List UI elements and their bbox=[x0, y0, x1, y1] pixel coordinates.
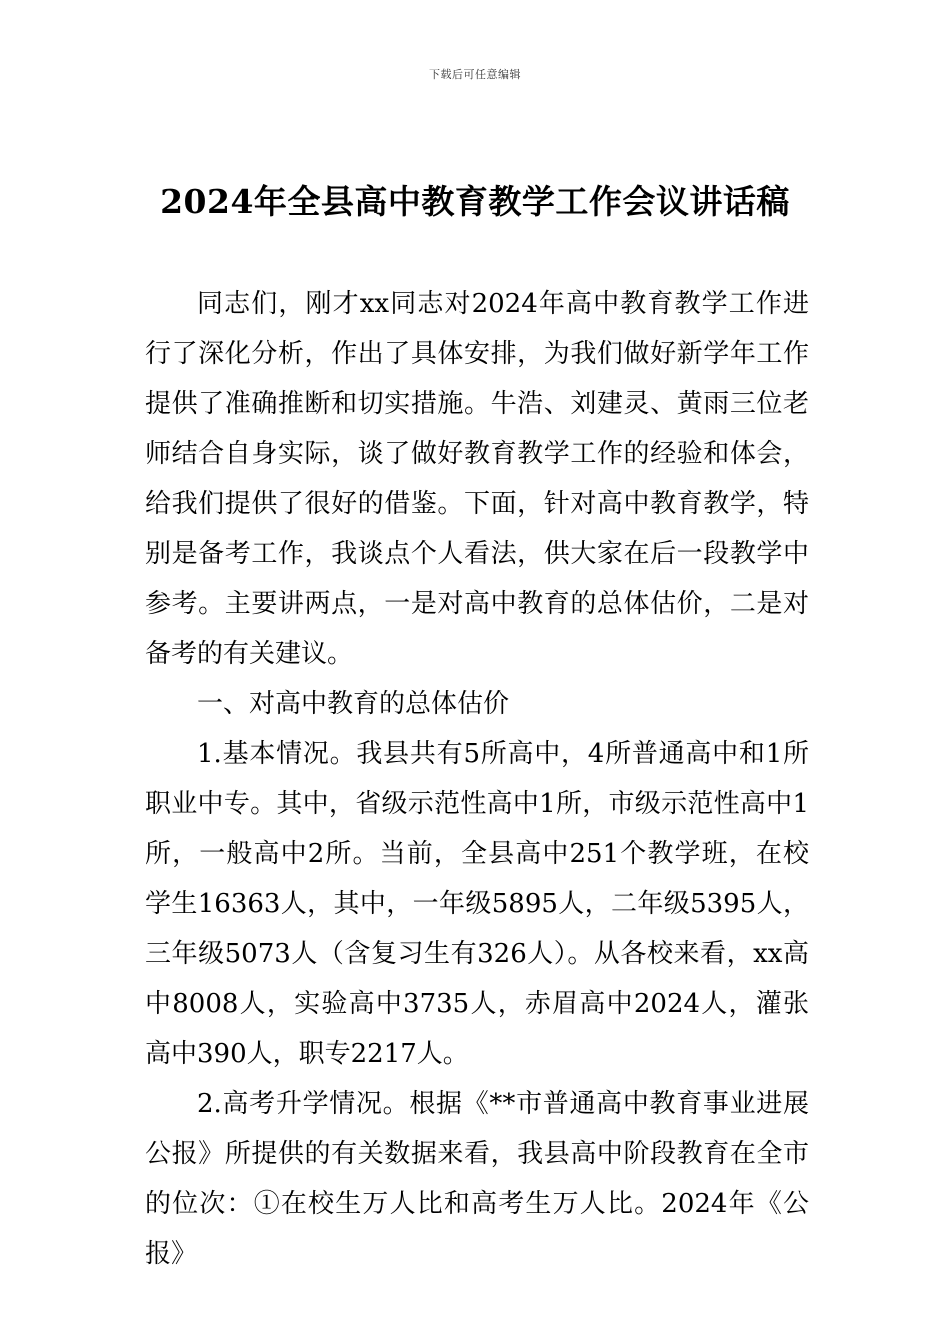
section-heading-1: 一、对高中教育的总体估价 bbox=[197, 689, 510, 719]
paragraph-basic-situation: 1.基本情况。我县共有5所高中，4所普通高中和1所职业中专。其中，省级示范性高中1所，市级示范性高中1所，一般高中2所。当前，全县高中251个教学班，在校学生16363人，其中，一年级5895人，二年级5395人，三年级5073人（含复习生有326人）。从各校来看，xx高中8008人，实验高中3735人，赤眉高中2024人，灌张高中390人，职专2217人。 bbox=[145, 739, 809, 1069]
header-note: 下载后可任意编辑 bbox=[429, 68, 521, 81]
paragraph-intro: 同志们，刚才xx同志对2024年高中教育教学工作进行了深化分析，作出了具体安排，为我们做好新学年工作提供了准确推断和切实措施。牛浩、刘建灵、黄雨三位老师结合自身实际，谈了做好教育教学工作的经验和体会，给我们提供了很好的借鉴。下面，针对高中教育教学，特别是备考工作，我谈点个人看法，供大家在后一段教学中参考。主要讲两点，一是对高中教育的总体估价，二是对备考的有关建议。 bbox=[145, 289, 809, 669]
document-title: 2024年全县高中教育教学工作会议讲话稿 bbox=[160, 182, 790, 221]
paragraph-exam-situation: 2.高考升学情况。根据《**市普通高中教育事业进展公报》所提供的有关数据来看，我县高中阶段教育在全市的位次：①在校生万人比和高考生万人比。2024年《公报》 bbox=[145, 1089, 809, 1269]
document-body bbox=[145, 279, 809, 1279]
